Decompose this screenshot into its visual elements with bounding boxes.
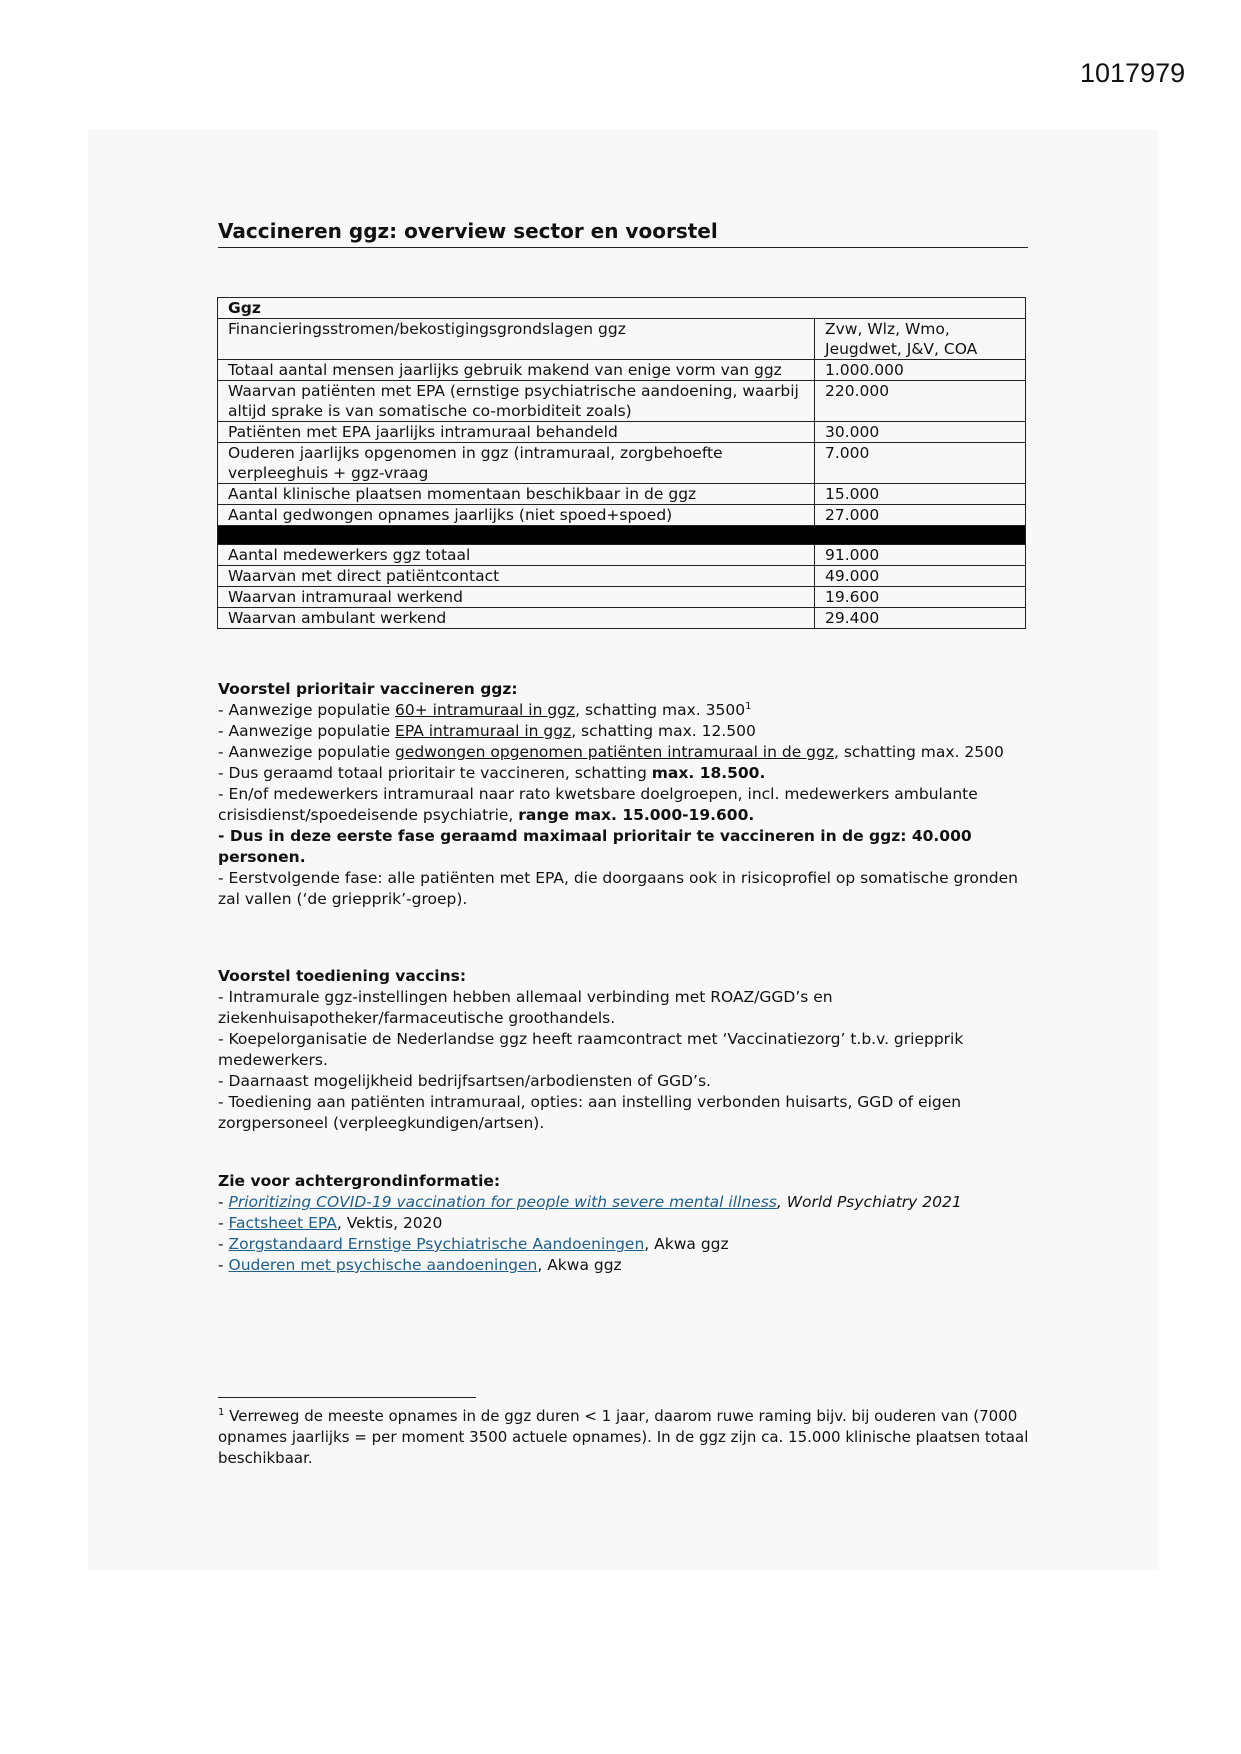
underlined-text: gedwongen opgenomen patiënten intramuraal in de ggz (395, 743, 834, 761)
table-cell-label: Waarvan patiënten met EPA (ernstige psychiatrische aandoening, waarbij altijd sprake is van somatische co-morbiditeit zoals) (218, 381, 815, 422)
table-cell-value: 91.000 (815, 545, 1026, 566)
table-row (218, 319, 1026, 360)
table-row (218, 422, 1026, 443)
reference-link[interactable]: Factsheet EPA (228, 1214, 337, 1232)
table-header-row (218, 298, 1026, 319)
list-item: - Zorgstandaard Ernstige Psychiatrische Aandoeningen, Akwa ggz (218, 1235, 729, 1253)
text: - Aanwezige populatie (218, 701, 396, 719)
ggz-table (217, 297, 1026, 629)
reference-source: , Vektis, 2020 (336, 1214, 443, 1232)
table-cell-label: Aantal klinische plaatsen momentaan beschikbaar in de ggz (218, 484, 815, 505)
table-row (218, 484, 1026, 505)
footnote-text: Verreweg de meeste opnames in de ggz duren < 1 jaar, daarom ruwe raming bijv. bij ouderen van (7000 opnames jaarlijks = per moment 3500 actuele opnames). In de ggz zijn ca. 15.000 klinische plaatsen totaal beschikbaar. (218, 1407, 1029, 1467)
section-heading: Zie voor achtergrondinformatie: (218, 1172, 501, 1190)
table-cell-value: 7.000 (815, 443, 1026, 484)
text: , schatting max. 2500 (833, 743, 1004, 761)
table-row (218, 587, 1026, 608)
table-cell-value: 30.000 (815, 422, 1026, 443)
page-title: Vaccineren ggz: overview sector en voorstel (218, 219, 1028, 248)
list-item (218, 784, 1030, 826)
table-cell-value: 49.000 (815, 566, 1026, 587)
table-row (218, 608, 1026, 629)
table-row (218, 545, 1026, 566)
text: , schatting max. 3500 (575, 701, 746, 719)
list-item (218, 742, 1030, 763)
list-item: - Koepelorganisatie de Nederlandse ggz heeft raamcontract met ‘Vaccinatiezorg’ t.b.v. griepprik medewerkers. (218, 1030, 964, 1069)
reference-source: , Akwa ggz (537, 1256, 622, 1274)
underlined-text: 60+ intramuraal in ggz (395, 701, 576, 719)
table-cell-label: Aantal medewerkers ggz totaal (218, 545, 815, 566)
underlined-text: EPA intramuraal in ggz (395, 722, 572, 740)
reference-link[interactable]: Prioritizing COVID-19 vaccination for people with severe mental illness (228, 1193, 777, 1211)
reference-link[interactable]: Zorgstandaard Ernstige Psychiatrische Aandoeningen (228, 1235, 645, 1253)
list-item: - Toediening aan patiënten intramuraal, opties: aan instelling verbonden huisarts, GGD of eigen zorgpersoneel (verpleegkundigen/artsen). (218, 1093, 962, 1132)
redaction-bar (218, 526, 1026, 545)
list-item: - Intramurale ggz-instellingen hebben allemaal verbinding met ROAZ/GGD’s en ziekenhuisapotheker/farmaceutische groothandels. (218, 988, 833, 1027)
reference-link[interactable]: Ouderen met psychische aandoeningen (228, 1256, 538, 1274)
bold-text: range max. 15.000-19.600. (518, 806, 755, 824)
text: - En/of medewerkers intramuraal naar rato kwetsbare doelgroepen, incl. medewerkers ambulante crisisdienst/spoedeisende psychiatrie, (218, 785, 978, 824)
table-row (218, 505, 1026, 526)
list-item: - Ouderen met psychische aandoeningen, Akwa ggz (218, 1256, 622, 1274)
list-item: - Dus in deze eerste fase geraamd maximaal prioritair te vaccineren in de ggz: 40.000 personen. (218, 827, 972, 866)
table-row (218, 360, 1026, 381)
section-prioritair (218, 679, 1030, 910)
table-cell-label: Patiënten met EPA jaarlijks intramuraal behandeld (218, 422, 815, 443)
footnote-divider (218, 1397, 476, 1398)
section-heading: Voorstel prioritair vaccineren ggz: (218, 680, 518, 698)
table-cell-label: Ouderen jaarlijks opgenomen in ggz (intramuraal, zorgbehoefte verpleeghuis + ggz-vraag (218, 443, 815, 484)
bold-text: max. 18.500. (651, 764, 766, 782)
table-cell-label: Totaal aantal mensen jaarlijks gebruik makend van enige vorm van ggz (218, 360, 815, 381)
table-cell-label: Financieringsstromen/bekostigingsgrondslagen ggz (218, 319, 815, 360)
table-cell-value: 15.000 (815, 484, 1026, 505)
list-item (218, 763, 1030, 784)
list-item (218, 700, 1030, 721)
table-cell-label: Waarvan intramuraal werkend (218, 587, 815, 608)
list-item: - Eerstvolgende fase: alle patiënten met EPA, die doorgaans ook in risicoprofiel op somatische gronden zal vallen (‘de griepprik’-groep). (218, 869, 1018, 908)
list-item: - Daarnaast mogelijkheid bedrijfsartsen/arbodiensten of GGD’s. (218, 1072, 711, 1090)
table-cell-value: Zvw, Wlz, Wmo, Jeugdwet, J&V, COA (815, 319, 1026, 360)
table-cell-value: 220.000 (815, 381, 1026, 422)
table-cell-label: Waarvan ambulant werkend (218, 608, 815, 629)
footnote (218, 1406, 1030, 1469)
table-cell-value: 19.600 (815, 587, 1026, 608)
table-row (218, 381, 1026, 422)
section-achtergrond (218, 1171, 1030, 1276)
list-item: - Prioritizing COVID-19 vaccination for people with severe mental illness, World Psychiatry 2021 (218, 1193, 962, 1211)
reference-source: , World Psychiatry 2021 (776, 1193, 962, 1211)
table-row (218, 443, 1026, 484)
table-cell-label: Aantal gedwongen opnames jaarlijks (niet spoed+spoed) (218, 505, 815, 526)
table-cell-value: 1.000.000 (815, 360, 1026, 381)
text: , schatting max. 12.500 (571, 722, 756, 740)
table-cell-value: 27.000 (815, 505, 1026, 526)
footnote-mark: 1 (218, 1407, 225, 1418)
table-row (218, 566, 1026, 587)
section-toediening (218, 966, 1030, 1134)
footnote-ref[interactable]: 1 (745, 700, 752, 712)
redaction-cell (218, 526, 1026, 545)
section-heading: Voorstel toediening vaccins: (218, 967, 467, 985)
table-cell-label: Waarvan met direct patiëntcontact (218, 566, 815, 587)
text: - Dus geraamd totaal prioritair te vaccineren, schatting (218, 764, 652, 782)
text: - Aanwezige populatie (218, 743, 396, 761)
table-header-cell: Ggz (218, 298, 1026, 319)
list-item (218, 721, 1030, 742)
text: - Aanwezige populatie (218, 722, 396, 740)
document-id: 1017979 (1080, 58, 1186, 88)
reference-source: , Akwa ggz (644, 1235, 729, 1253)
list-item: - Factsheet EPA, Vektis, 2020 (218, 1214, 443, 1232)
table-cell-value: 29.400 (815, 608, 1026, 629)
